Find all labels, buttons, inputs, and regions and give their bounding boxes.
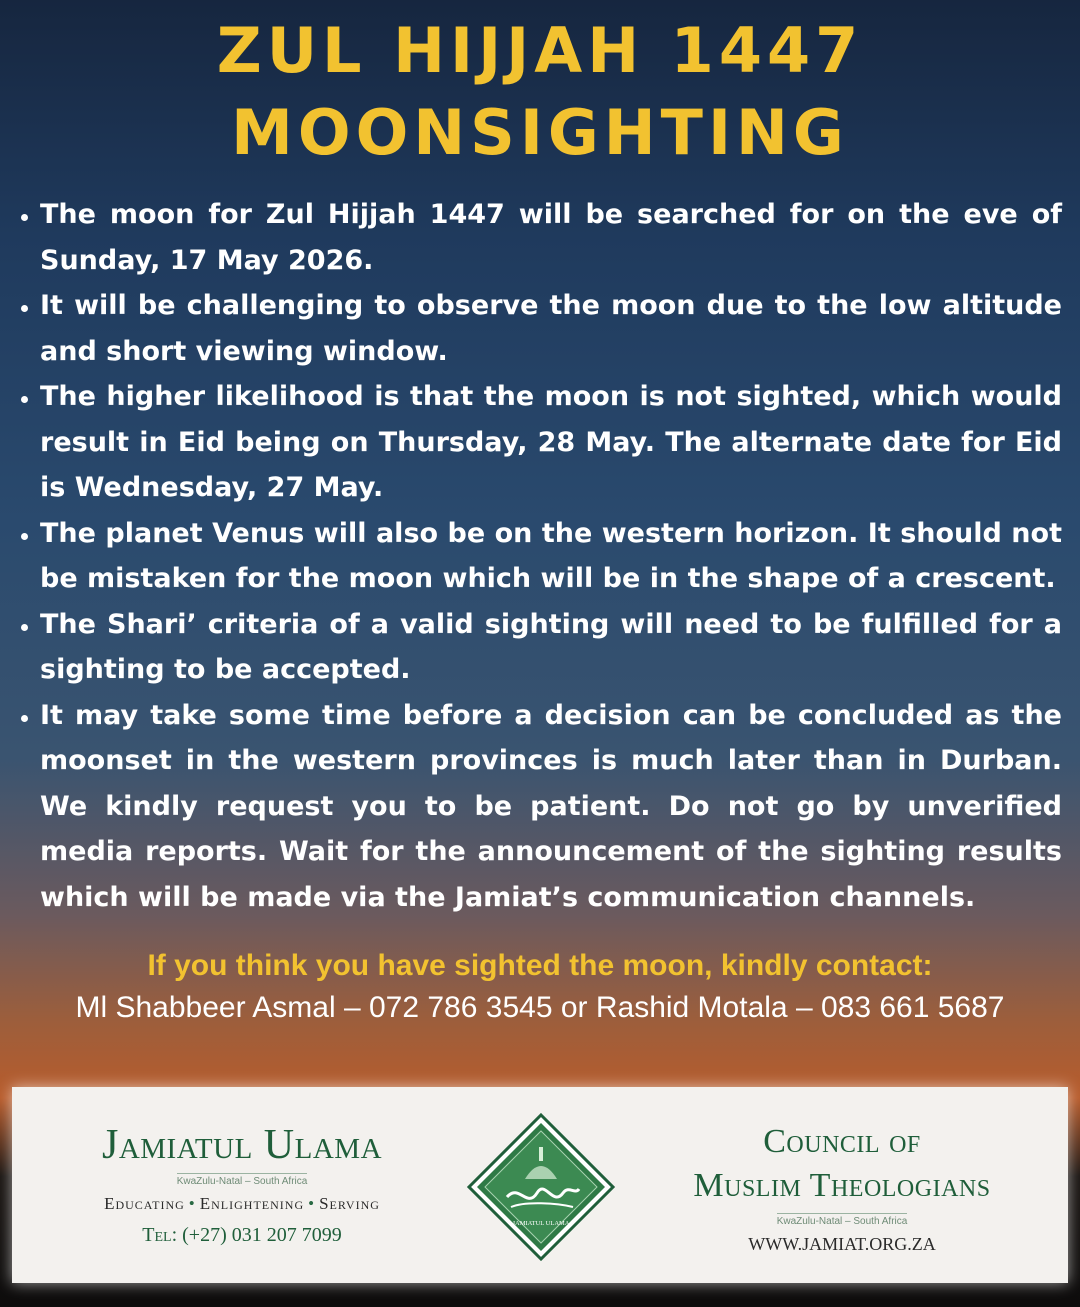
bullet-list xyxy=(40,192,1062,920)
motto-serving: Serving xyxy=(319,1194,380,1213)
contact-heading: If you think you have sighted the moon, kindly contact: xyxy=(147,949,933,982)
jamiatul-ulama-logo xyxy=(42,1121,442,1247)
motto-educating: Educating xyxy=(104,1194,185,1213)
title-line-1: ZUL HIJJAH 1447 xyxy=(216,14,864,87)
bullet-item: The planet Venus will also be on the western horizon. It should not be mistaken for the moon which will be in the shape of a crescent. xyxy=(40,511,1062,602)
contact-details: Ml Shabbeer Asmal – 072 786 3545 or Rashid Motala – 083 661 5687 xyxy=(75,991,1005,1024)
org-motto xyxy=(42,1194,442,1214)
bullet-item: The Shari’ criteria of a valid sighting will need to be fulfilled for a sighting to be accepted. xyxy=(40,602,1062,693)
motto-separator-icon: • xyxy=(308,1194,316,1213)
org-telephone: Tel: (+27) 031 207 7099 xyxy=(142,1224,342,1246)
website-link[interactable]: WWW.JAMIAT.ORG.ZA xyxy=(748,1234,936,1254)
motto-separator-icon: • xyxy=(188,1194,196,1213)
title-line-2: MOONSIGHTING xyxy=(231,96,849,169)
bullet-item: The higher likelihood is that the moon is not sighted, which would result in Eid being on Thursday, 28 May. The alternate date for Eid is Wednesday, 27 May. xyxy=(40,374,1062,511)
emblem-label: JAMIATUL ULAMA xyxy=(512,1220,570,1227)
motto-enlightening: Enlightening xyxy=(199,1194,305,1213)
bullet-item: The moon for Zul Hijjah 1447 will be searched for on the eve of Sunday, 17 May 2026. xyxy=(40,192,1062,283)
footer-banner xyxy=(12,1087,1068,1283)
council-logo xyxy=(642,1121,1042,1255)
council-line-2: Muslim Theologians xyxy=(693,1167,991,1204)
council-region: KwaZulu-Natal – South Africa xyxy=(777,1213,908,1227)
jamiatul-ulama-emblem-icon xyxy=(467,1113,615,1261)
org-name: Jamiatul Ulama xyxy=(101,1122,383,1168)
council-line-1: Council of xyxy=(763,1123,921,1160)
bullet-item: It will be challenging to observe the moon due to the low altitude and short viewing window. xyxy=(40,283,1062,374)
org-region: KwaZulu-Natal – South Africa xyxy=(177,1173,308,1187)
bullet-item: It may take some time before a decision can be concluded as the moonset in the western provinces is much later than in Durban. We kindly request you to be patient. Do not go by unverified media reports. Wait for the announcement of the sighting results which will be made via the Jamiat’s communication channels. xyxy=(40,693,1062,921)
